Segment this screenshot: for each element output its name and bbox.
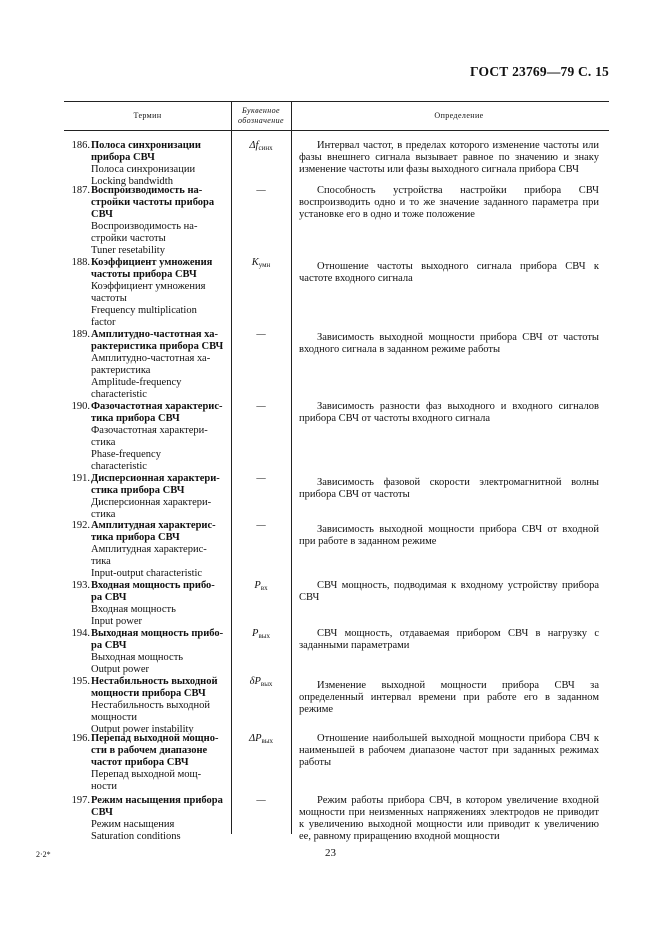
term-main-line: Нестабильность выходной — [91, 676, 218, 687]
column-header-symbol: Буквенное обозначение — [238, 105, 284, 125]
symbol-subscript: синх — [258, 144, 273, 152]
symbol-main: ΔP — [248, 733, 262, 744]
entry-term — [91, 185, 231, 257]
term-synonym-line: Нестабильность выходной — [91, 700, 210, 711]
term-synonym-line: стика — [91, 509, 116, 520]
entry-definition: СВЧ мощность, отдаваемая прибором СВЧ в нагрузку с заданными параметрами — [299, 628, 599, 651]
term-synonym-line: Output power instability — [91, 724, 194, 735]
term-main-line: прибора СВЧ — [91, 152, 155, 163]
entry-term — [91, 329, 231, 401]
entry-definition: Зависимость выходной мощности прибора СВЧ от входной при работе в заданном режиме — [299, 524, 599, 547]
entry-term — [91, 628, 231, 676]
term-main-line: тика прибора СВЧ — [91, 413, 180, 424]
term-synonym-line: Saturation conditions — [91, 831, 181, 842]
term-main-line: Дисперсионная характери- — [91, 473, 220, 484]
entry-definition: Изменение выходной мощности прибора СВЧ за определенный интервал времени при работе его в заданном режиме — [299, 680, 599, 715]
entry-term — [91, 520, 231, 580]
symbol-main: P — [252, 628, 259, 639]
entry-number: 192. — [71, 520, 90, 531]
entry-number: 191. — [71, 473, 90, 484]
page-number: 23 — [325, 847, 336, 859]
term-main-line: рактеристика прибора СВЧ — [91, 341, 224, 352]
table-divider-1 — [231, 101, 232, 834]
entry-definition: Зависимость выходной мощности прибора СВЧ от частоты входного сигнала в заданном режиме работы — [299, 332, 599, 355]
entry-number: 188. — [71, 257, 90, 268]
term-main-line: СВЧ — [91, 807, 113, 818]
entry-symbol — [231, 676, 291, 690]
entry-definition: Способность устройства настройки прибора СВЧ воспроизводить одно и то же значение заданного параметра при установке его в одно и тоже положение — [299, 185, 599, 220]
entry-term — [91, 676, 231, 736]
term-synonym-line: Входная мощность — [91, 604, 176, 615]
term-main-line: Перепад выходной мощно- — [91, 733, 219, 744]
symbol-subscript: вых — [260, 680, 273, 688]
entry-symbol — [231, 580, 291, 594]
symbol-main: — — [256, 329, 266, 340]
term-synonym-line: Locking bandwidth — [91, 176, 173, 187]
term-main-line: Фазочастотная характерис- — [91, 401, 223, 412]
term-synonym-line: Phase-frequency — [91, 449, 161, 460]
entry-symbol — [231, 257, 291, 271]
term-main-line: тика прибора СВЧ — [91, 532, 180, 543]
entry-symbol — [231, 520, 291, 532]
term-synonym-line: Фазочастотная характери- — [91, 425, 208, 436]
entry-number: 195. — [71, 676, 90, 687]
term-main-line: стика прибора СВЧ — [91, 485, 185, 496]
term-synonym-line: частоты — [91, 293, 127, 304]
symbol-subscript: вых — [261, 737, 274, 745]
term-main-line: стройки частоты прибора — [91, 197, 215, 208]
term-main-line: СВЧ — [91, 209, 113, 220]
symbol-subscript: умн — [258, 261, 271, 269]
term-main-line: Коэффициент умножения — [91, 257, 213, 268]
table-header-rule — [64, 130, 609, 131]
symbol-main: — — [256, 795, 266, 806]
term-main-line: Режим насыщения прибора — [91, 795, 223, 806]
term-main-line: сти в рабочем диапазоне — [91, 745, 208, 756]
entry-symbol — [231, 628, 291, 642]
entry-number: 190. — [71, 401, 90, 412]
symbol-main: — — [256, 401, 266, 412]
term-synonym-line: Амплитудно-частотная ха- — [91, 353, 211, 364]
entry-number: 194. — [71, 628, 90, 639]
entry-term — [91, 401, 231, 473]
symbol-subscript: вых — [258, 632, 270, 640]
term-synonym-line: Amplitude-frequency — [91, 377, 182, 388]
entry-number: 196. — [71, 733, 90, 744]
term-synonym-line: стика — [91, 437, 116, 448]
entry-symbol — [231, 140, 291, 154]
symbol-main: — — [256, 185, 266, 196]
term-synonym-line: стройки частоты — [91, 233, 166, 244]
symbol-main: Δf — [249, 140, 259, 151]
entry-definition: Зависимость разности фаз выходного и входного сигналов прибора СВЧ от частоты входного сигнала — [299, 401, 599, 424]
entry-definition: СВЧ мощность, подводимая к входному устройству прибора СВЧ — [299, 580, 599, 603]
term-synonym-line: Коэффициент умножения — [91, 281, 206, 292]
column-header-definition: Определение — [434, 110, 484, 120]
term-synonym-line: Амплитудная характерис- — [91, 544, 207, 555]
entry-definition: Отношение наибольшей выходной мощности прибора СВЧ к наименьшей в рабочем диапазоне частот при заданных режимах работы — [299, 733, 599, 768]
entry-term — [91, 257, 231, 329]
entry-symbol — [231, 473, 291, 485]
term-main-line: мощности прибора СВЧ — [91, 688, 206, 699]
term-synonym-line: characteristic — [91, 461, 147, 472]
entry-number: 197. — [71, 795, 90, 806]
entry-definition: Интервал частот, в пределах которого изменение частоты или фазы внешнего сигнала вызывает равное по значению и знаку изменение частоты или фазы выходного сигнала прибора СВЧ — [299, 140, 599, 175]
entry-symbol — [231, 185, 291, 197]
entry-term — [91, 795, 231, 843]
symbol-main: — — [256, 473, 266, 484]
term-synonym-line: factor — [91, 317, 116, 328]
entry-definition: Зависимость фазовой скорости электромагнитной волны прибора СВЧ от частоты — [299, 477, 599, 500]
entry-number: 187. — [71, 185, 90, 196]
symbol-main: P — [254, 580, 261, 591]
term-main-line: Входная мощность прибо- — [91, 580, 215, 591]
entry-symbol — [231, 329, 291, 341]
entry-term — [91, 140, 231, 188]
term-main-line: Амплитудная характерис- — [91, 520, 216, 531]
term-main-line: Воспроизводимость на- — [91, 185, 203, 196]
entry-term — [91, 580, 231, 628]
term-synonym-line: Режим насыщения — [91, 819, 175, 830]
entry-term — [91, 473, 231, 521]
term-synonym-line: мощности — [91, 712, 137, 723]
term-synonym-line: characteristic — [91, 389, 147, 400]
entry-definition: Отношение частоты выходного сигнала прибора СВЧ к частоте входного сигнала — [299, 261, 599, 284]
table-divider-2 — [291, 101, 292, 834]
term-synonym-line: рактеристика — [91, 365, 151, 376]
term-main-line: ра СВЧ — [91, 592, 127, 603]
term-synonym-line: Output power — [91, 664, 150, 675]
term-main-line: частоты прибора СВЧ — [91, 269, 197, 280]
term-synonym-line: Input-output characteristic — [91, 568, 203, 579]
term-main-line: частот прибора СВЧ — [91, 757, 189, 768]
term-synonym-line: ности — [91, 781, 117, 792]
column-header-term: Термин — [133, 110, 162, 120]
entry-number: 193. — [71, 580, 90, 591]
entry-number: 186. — [71, 140, 90, 151]
symbol-main: — — [256, 520, 266, 531]
term-synonym-line: Дисперсионная характери- — [91, 497, 212, 508]
entry-symbol — [231, 401, 291, 413]
term-synonym-line: Tuner resetability — [91, 245, 165, 256]
term-synonym-line: Воспроизводимость на- — [91, 221, 198, 232]
term-main-line: ра СВЧ — [91, 640, 127, 651]
symbol-main: δP — [249, 676, 261, 687]
term-main-line: Выходная мощность прибо- — [91, 628, 224, 639]
entry-term — [91, 733, 231, 793]
entry-number: 189. — [71, 329, 90, 340]
document-id: ГОСТ 23769—79 С. 15 — [470, 64, 609, 79]
term-synonym-line: Выходная мощность — [91, 652, 184, 663]
term-synonym-line: Frequency multiplication — [91, 305, 197, 316]
entry-symbol — [231, 733, 291, 747]
term-synonym-line: Перепад выходной мощ- — [91, 769, 202, 780]
term-synonym-line: тика — [91, 556, 111, 567]
symbol-subscript: вх — [260, 584, 268, 592]
term-main-line: Полоса синхронизации — [91, 140, 201, 151]
entry-symbol — [231, 795, 291, 807]
entry-definition: Режим работы прибора СВЧ, в котором увеличение входной мощности при неизменных напряжениях электродов не приводит к увеличению выходной мощности или приводит к увеличению ее, равному приращению входной мощности — [299, 795, 599, 842]
term-synonym-line: Input power — [91, 616, 143, 627]
footer-mark: 2·2* — [36, 850, 51, 859]
term-synonym-line: Полоса синхронизации — [91, 164, 196, 175]
symbol-main: K — [251, 257, 259, 268]
term-main-line: Амплитудно-частотная ха- — [91, 329, 219, 340]
